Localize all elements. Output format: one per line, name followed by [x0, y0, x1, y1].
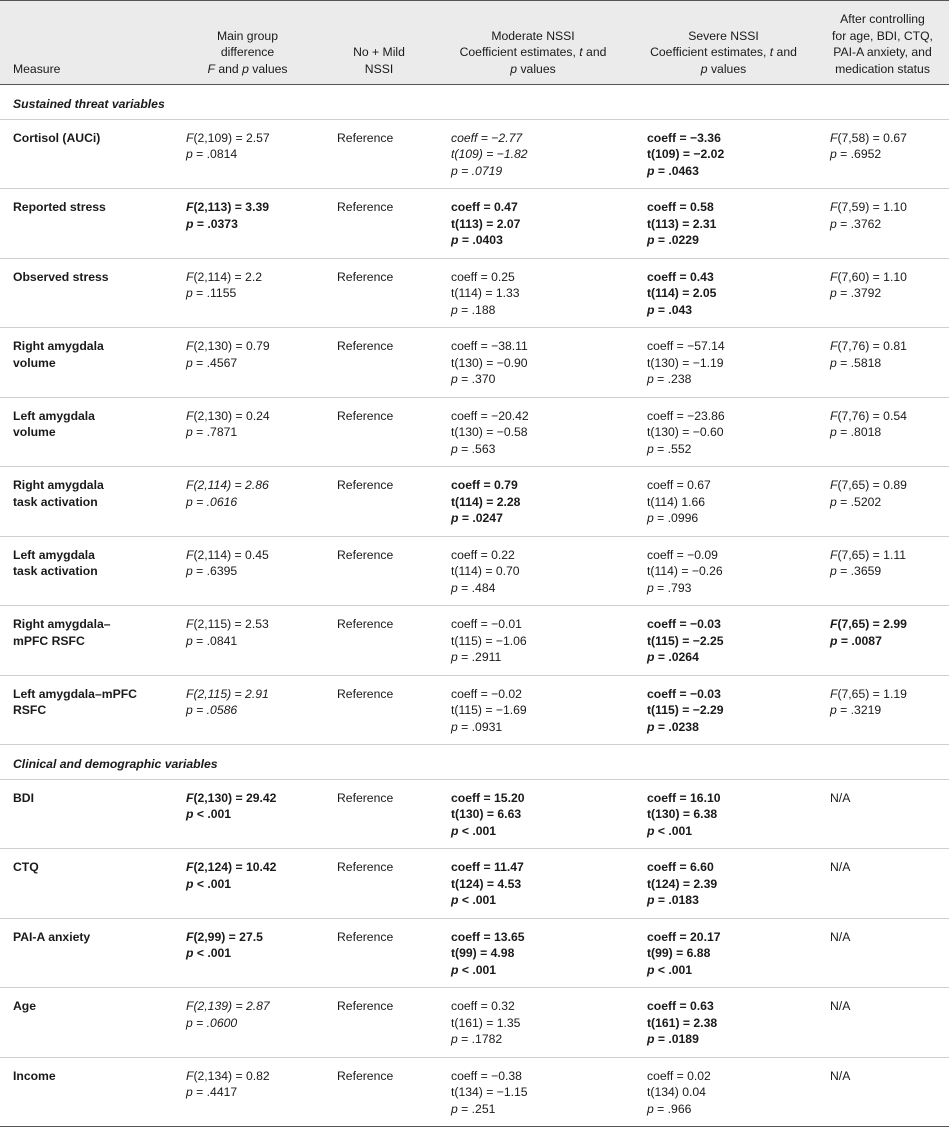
- moderate-value: p = .2911: [451, 650, 502, 664]
- main-group-cell: [172, 675, 323, 745]
- section-row: [0, 85, 949, 120]
- controlled-cell: [816, 606, 949, 676]
- controlled-cell: [816, 397, 949, 467]
- moderate-value: coeff = −0.38: [451, 1068, 522, 1083]
- severe-value: coeff = −0.09: [647, 547, 718, 562]
- table-row: [0, 536, 949, 606]
- measure-label: PAI-A anxiety: [13, 929, 91, 944]
- moderate-value: p = .370: [451, 372, 496, 386]
- reference-cell: Reference: [323, 606, 435, 676]
- moderate-value: t(115) = −1.69: [451, 703, 527, 717]
- main-group-cell: [172, 1057, 323, 1127]
- severe-cell: [631, 189, 816, 259]
- severe-value: coeff = 0.02: [647, 1068, 711, 1083]
- measure-label: mPFC RSFC: [13, 633, 85, 648]
- header-reference-line: NSSI: [364, 61, 394, 76]
- main-group-value: F(2,130) = 0.24: [186, 408, 270, 423]
- measure-label: RSFC: [13, 703, 47, 717]
- main-group-value: p < .001: [186, 807, 232, 821]
- main-group-cell: [172, 189, 323, 259]
- table-header: [0, 1, 949, 85]
- measure-cell: [0, 1057, 172, 1127]
- severe-value: t(161) = 2.38: [647, 1015, 718, 1030]
- controlled-cell: [816, 918, 949, 988]
- controlled-value: p = .5202: [830, 494, 882, 509]
- moderate-value: t(114) = 2.28: [451, 494, 521, 509]
- severe-value: p = .793: [647, 580, 692, 595]
- controlled-value: F(7,76) = 0.54: [830, 408, 907, 423]
- severe-value: p = .552: [647, 441, 692, 456]
- main-group-value: p = .0373: [186, 216, 238, 231]
- moderate-cell: [435, 258, 631, 328]
- severe-value: p = .0183: [647, 893, 699, 907]
- controlled-cell: [816, 988, 949, 1058]
- severe-value: coeff = 0.67: [647, 478, 711, 492]
- controlled-cell: [816, 1057, 949, 1127]
- main-group-value: p < .001: [186, 946, 232, 960]
- reference-cell: Reference: [323, 675, 435, 745]
- main-group-cell: [172, 536, 323, 606]
- reference-cell: Reference: [323, 1057, 435, 1127]
- severe-value: p = .0463: [647, 163, 699, 178]
- measure-label: Cortisol (AUCi): [13, 130, 101, 145]
- moderate-cell: [435, 849, 631, 919]
- controlled-value: p = .8018: [830, 425, 882, 439]
- moderate-value: coeff = 11.47: [451, 860, 524, 874]
- controlled-value: N/A: [830, 790, 851, 805]
- table-row: [0, 397, 949, 467]
- severe-cell: [631, 258, 816, 328]
- controlled-cell: [816, 328, 949, 398]
- header-moderate-line: Coefficient estimates, t and: [459, 45, 607, 59]
- controlled-value: p = .3659: [830, 564, 882, 578]
- moderate-cell: [435, 606, 631, 676]
- severe-cell: [631, 849, 816, 919]
- controlled-value: F(7,65) = 1.11: [830, 547, 906, 562]
- moderate-value: coeff = 0.47: [451, 200, 518, 214]
- table-row: [0, 988, 949, 1058]
- moderate-cell: [435, 397, 631, 467]
- main-group-cell: [172, 988, 323, 1058]
- severe-value: coeff = −57.14: [647, 339, 725, 353]
- main-group-cell: [172, 328, 323, 398]
- severe-cell: [631, 1057, 816, 1127]
- table-row: [0, 918, 949, 988]
- measure-cell: [0, 397, 172, 467]
- moderate-value: coeff = 0.22: [451, 547, 515, 562]
- main-group-cell: [172, 849, 323, 919]
- severe-value: coeff = −0.03: [647, 686, 721, 701]
- severe-value: p = .043: [647, 302, 693, 317]
- severe-value: coeff = −23.86: [647, 408, 725, 423]
- severe-cell: [631, 397, 816, 467]
- header-reference: [323, 1, 435, 85]
- measure-label: BDI: [13, 790, 34, 805]
- moderate-cell: [435, 918, 631, 988]
- reference-cell: Reference: [323, 779, 435, 849]
- severe-cell: [631, 328, 816, 398]
- moderate-value: t(114) = 1.33: [451, 286, 520, 300]
- measure-label: task activation: [13, 494, 98, 509]
- moderate-value: p = .188: [451, 302, 496, 317]
- controlled-value: F(7,76) = 0.81: [830, 339, 907, 353]
- controlled-cell: [816, 779, 949, 849]
- section-row: [0, 745, 949, 780]
- measure-cell: [0, 467, 172, 537]
- measure-cell: [0, 258, 172, 328]
- main-group-cell: [172, 397, 323, 467]
- controlled-cell: [816, 849, 949, 919]
- measure-label: task activation: [13, 564, 98, 578]
- table-row: [0, 467, 949, 537]
- main-group-value: F(2,114) = 2.2: [186, 269, 262, 284]
- header-reference-line: No + Mild: [353, 45, 405, 59]
- controlled-value: p = .3219: [830, 703, 882, 717]
- controlled-value: N/A: [830, 999, 851, 1013]
- main-group-value: F(2,115) = 2.91: [186, 686, 269, 701]
- controlled-value: F(7,65) = 0.89: [830, 478, 907, 492]
- severe-value: p = .0229: [647, 233, 699, 247]
- table-row: [0, 606, 949, 676]
- controlled-value: F(7,65) = 2.99: [830, 617, 907, 631]
- main-group-value: F(2,114) = 2.86: [186, 478, 269, 492]
- reference-cell: Reference: [323, 467, 435, 537]
- severe-cell: [631, 536, 816, 606]
- severe-value: p < .001: [647, 823, 693, 838]
- main-group-value: p = .7871: [186, 425, 238, 439]
- main-group-value: p = .1155: [186, 286, 237, 300]
- header-controlled-line: PAI-A anxiety, and: [833, 45, 932, 59]
- measure-label: Right amygdala–: [13, 617, 111, 631]
- moderate-value: p = .251: [451, 1101, 496, 1116]
- reference-cell: Reference: [323, 397, 435, 467]
- main-group-value: F(2,109) = 2.57: [186, 130, 270, 145]
- moderate-value: coeff = 15.20: [451, 790, 525, 805]
- measure-label: Left amygdala–mPFC: [13, 686, 137, 701]
- section-title: Sustained threat variables: [0, 85, 949, 120]
- moderate-cell: [435, 536, 631, 606]
- header-measure: Measure: [0, 1, 172, 85]
- moderate-value: t(115) = −1.06: [451, 633, 527, 648]
- main-group-cell: [172, 258, 323, 328]
- main-group-value: p = .0616: [186, 494, 238, 509]
- header-main-group-line: Main group: [217, 28, 278, 43]
- reference-cell: Reference: [323, 918, 435, 988]
- main-group-value: p = .0586: [186, 703, 238, 717]
- severe-value: p = .0238: [647, 719, 699, 734]
- severe-value: t(114) = 2.05: [647, 286, 717, 300]
- severe-cell: [631, 779, 816, 849]
- moderate-value: coeff = −0.02: [451, 686, 522, 701]
- moderate-value: coeff = −38.11: [451, 339, 528, 353]
- severe-value: p = .0996: [647, 511, 699, 525]
- header-severe-line: p values: [700, 61, 747, 76]
- measure-cell: [0, 189, 172, 259]
- main-group-value: p = .0600: [186, 1015, 238, 1030]
- moderate-value: t(130) = 6.63: [451, 807, 522, 821]
- severe-value: t(130) = 6.38: [647, 807, 718, 821]
- measure-cell: [0, 849, 172, 919]
- moderate-value: p = .0719: [451, 163, 503, 178]
- main-group-cell: [172, 606, 323, 676]
- measure-cell: [0, 675, 172, 745]
- moderate-value: t(130) = −0.90: [451, 355, 528, 370]
- severe-value: coeff = 0.43: [647, 269, 714, 284]
- main-group-value: F(2,115) = 2.53: [186, 617, 269, 631]
- table-row: [0, 189, 949, 259]
- moderate-value: p = .0403: [451, 233, 503, 247]
- severe-value: p = .966: [647, 1101, 692, 1116]
- controlled-value: F(7,60) = 1.10: [830, 269, 907, 284]
- severe-value: coeff = −3.36: [647, 130, 721, 145]
- controlled-value: p = .0087: [830, 633, 882, 648]
- main-group-cell: [172, 119, 323, 189]
- measure-label: CTQ: [13, 860, 39, 874]
- moderate-value: t(130) = −0.58: [451, 425, 528, 439]
- severe-value: t(130) = −1.19: [647, 355, 724, 370]
- main-group-value: p < .001: [186, 876, 232, 891]
- main-group-value: p = .4567: [186, 355, 238, 370]
- controlled-value: p = .6952: [830, 147, 882, 161]
- reference-cell: Reference: [323, 189, 435, 259]
- severe-value: t(124) = 2.39: [647, 876, 718, 891]
- header-controlled-line: medication status: [835, 61, 930, 76]
- moderate-value: coeff = 13.65: [451, 929, 525, 944]
- measure-cell: [0, 779, 172, 849]
- severe-value: p < .001: [647, 962, 693, 977]
- main-group-value: F(2,124) = 10.42: [186, 860, 277, 874]
- severe-value: p = .0189: [647, 1032, 699, 1046]
- header-controlled-line: After controlling: [840, 12, 925, 26]
- severe-cell: [631, 988, 816, 1058]
- table-row: [0, 328, 949, 398]
- moderate-cell: [435, 189, 631, 259]
- moderate-value: t(113) = 2.07: [451, 216, 521, 231]
- severe-value: t(113) = 2.31: [647, 216, 717, 231]
- moderate-value: p = .1782: [451, 1032, 503, 1046]
- measure-label: Right amygdala: [13, 339, 104, 353]
- moderate-cell: [435, 467, 631, 537]
- controlled-value: N/A: [830, 929, 851, 944]
- moderate-value: t(114) = 0.70: [451, 564, 520, 578]
- reference-cell: Reference: [323, 119, 435, 189]
- controlled-cell: [816, 119, 949, 189]
- severe-cell: [631, 675, 816, 745]
- main-group-cell: [172, 918, 323, 988]
- moderate-value: coeff = 0.32: [451, 999, 515, 1013]
- moderate-value: p < .001: [451, 962, 497, 977]
- measure-cell: [0, 119, 172, 189]
- table-row: [0, 258, 949, 328]
- moderate-value: coeff = −2.77: [451, 130, 523, 145]
- measure-cell: [0, 988, 172, 1058]
- severe-value: coeff = 0.58: [647, 200, 714, 214]
- severe-value: p = .0264: [647, 650, 699, 664]
- header-main-group-line: difference: [220, 45, 275, 59]
- reference-cell: Reference: [323, 536, 435, 606]
- section-title: Clinical and demographic variables: [0, 745, 949, 780]
- table-row: [0, 1057, 949, 1127]
- main-group-cell: [172, 467, 323, 537]
- measure-cell: [0, 536, 172, 606]
- measure-label: Left amygdala: [13, 547, 95, 562]
- header-controlled: [816, 1, 949, 85]
- controlled-value: N/A: [830, 1068, 851, 1083]
- severe-value: coeff = 20.17: [647, 929, 721, 944]
- header-severe: [631, 1, 816, 85]
- moderate-cell: [435, 1057, 631, 1127]
- main-group-value: F(2,139) = 2.87: [186, 999, 270, 1013]
- table-row: [0, 779, 949, 849]
- header-controlled-line: for age, BDI, CTQ,: [832, 28, 933, 43]
- controlled-value: p = .3762: [830, 216, 882, 231]
- controlled-value: N/A: [830, 860, 851, 874]
- header-moderate-line: p values: [510, 61, 556, 76]
- controlled-cell: [816, 258, 949, 328]
- measure-label: volume: [13, 425, 56, 439]
- controlled-value: p = .3792: [830, 286, 882, 300]
- measure-label: Age: [13, 999, 37, 1013]
- controlled-value: F(7,59) = 1.10: [830, 200, 907, 214]
- severe-value: coeff = 0.63: [647, 999, 714, 1013]
- moderate-value: p = .0931: [451, 719, 503, 734]
- table-row: [0, 849, 949, 919]
- severe-value: coeff = 6.60: [647, 860, 714, 874]
- main-group-value: F(2,130) = 29.42: [186, 790, 277, 805]
- severe-cell: [631, 606, 816, 676]
- moderate-value: coeff = 0.79: [451, 478, 518, 492]
- moderate-cell: [435, 675, 631, 745]
- reference-cell: Reference: [323, 328, 435, 398]
- table-body: [0, 85, 949, 1127]
- main-group-value: F(2,113) = 3.39: [186, 200, 270, 214]
- moderate-value: t(134) = −1.15: [451, 1085, 528, 1099]
- main-group-value: p = .0841: [186, 633, 238, 648]
- severe-cell: [631, 918, 816, 988]
- header-moderate-line: Moderate NSSI: [491, 28, 575, 43]
- controlled-value: F(7,58) = 0.67: [830, 130, 907, 145]
- header-severe-line: Coefficient estimates, t and: [650, 45, 797, 59]
- main-group-value: F(2,114) = 0.45: [186, 547, 269, 562]
- severe-cell: [631, 467, 816, 537]
- main-group-value: p = .6395: [186, 564, 238, 578]
- measure-cell: [0, 606, 172, 676]
- header-main-group: [172, 1, 323, 85]
- severe-value: p = .238: [647, 372, 692, 386]
- moderate-cell: [435, 328, 631, 398]
- moderate-value: t(109) = −1.82: [451, 147, 528, 161]
- moderate-cell: [435, 779, 631, 849]
- severe-value: coeff = 16.10: [647, 790, 721, 805]
- reference-cell: Reference: [323, 258, 435, 328]
- moderate-value: t(124) = 4.53: [451, 876, 522, 891]
- main-group-value: F(2,130) = 0.79: [186, 339, 270, 353]
- severe-value: t(114) 1.66: [647, 494, 706, 509]
- main-group-value: F(2,134) = 0.82: [186, 1068, 270, 1083]
- moderate-value: t(99) = 4.98: [451, 946, 515, 960]
- reference-cell: Reference: [323, 849, 435, 919]
- severe-value: t(115) = −2.25: [647, 633, 724, 648]
- severe-value: t(134) 0.04: [647, 1085, 706, 1099]
- severe-value: t(115) = −2.29: [647, 703, 724, 717]
- measure-label: Observed stress: [13, 269, 109, 284]
- moderate-value: t(161) = 1.35: [451, 1015, 521, 1030]
- controlled-cell: [816, 536, 949, 606]
- measure-cell: [0, 328, 172, 398]
- header-main-group-line: F and p values: [207, 61, 288, 76]
- controlled-cell: [816, 467, 949, 537]
- moderate-value: p = .563: [451, 441, 496, 456]
- main-group-value: F(2,99) = 27.5: [186, 929, 263, 944]
- main-group-cell: [172, 779, 323, 849]
- severe-value: t(114) = −0.26: [647, 564, 723, 578]
- severe-value: t(99) = 6.88: [647, 946, 711, 960]
- severe-cell: [631, 119, 816, 189]
- controlled-cell: [816, 675, 949, 745]
- main-group-value: p = .4417: [186, 1085, 238, 1099]
- severe-value: coeff = −0.03: [647, 617, 721, 631]
- controlled-value: F(7,65) = 1.19: [830, 686, 907, 701]
- moderate-value: p = .484: [451, 580, 496, 595]
- moderate-value: p < .001: [451, 893, 497, 907]
- measure-label: Right amygdala: [13, 478, 104, 492]
- table-row: [0, 675, 949, 745]
- measure-label: Left amygdala: [13, 408, 95, 423]
- header-severe-line: Severe NSSI: [688, 28, 759, 43]
- reference-cell: Reference: [323, 988, 435, 1058]
- header-moderate: [435, 1, 631, 85]
- controlled-cell: [816, 189, 949, 259]
- table-row: [0, 119, 949, 189]
- controlled-value: p = .5818: [830, 355, 882, 370]
- measure-cell: [0, 918, 172, 988]
- severe-value: t(130) = −0.60: [647, 425, 724, 439]
- moderate-value: p = .0247: [451, 511, 503, 525]
- moderate-cell: [435, 988, 631, 1058]
- main-group-value: p = .0814: [186, 147, 238, 161]
- moderate-value: coeff = −0.01: [451, 617, 522, 631]
- moderate-value: coeff = −20.42: [451, 408, 529, 423]
- moderate-value: p < .001: [451, 823, 497, 838]
- measure-label: volume: [13, 355, 56, 370]
- measure-label: Reported stress: [13, 200, 106, 214]
- measure-label: Income: [13, 1068, 56, 1083]
- moderate-cell: [435, 119, 631, 189]
- moderate-value: coeff = 0.25: [451, 269, 515, 284]
- severe-value: t(109) = −2.02: [647, 147, 725, 161]
